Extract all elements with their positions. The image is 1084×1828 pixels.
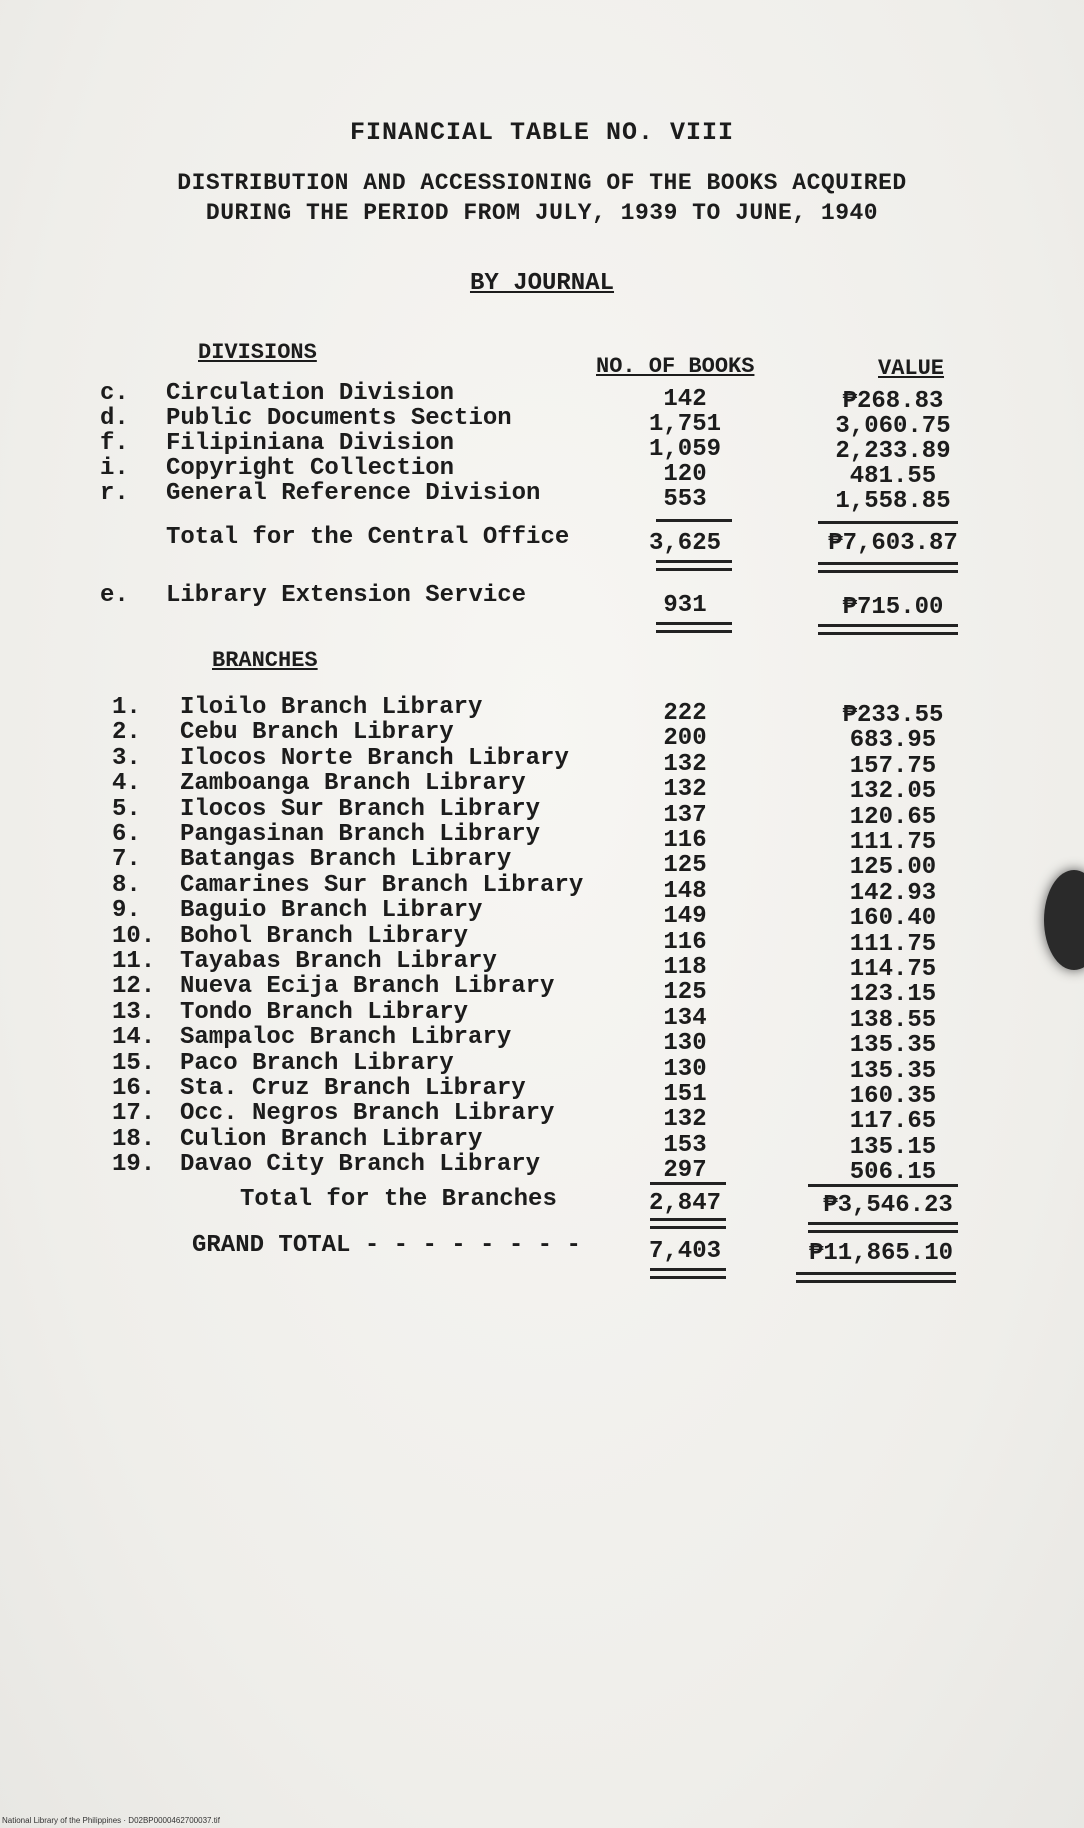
branch-books: 125 — [663, 979, 707, 1006]
division-value: 3,060.75 — [835, 413, 951, 440]
branch-books: 297 — [663, 1157, 707, 1184]
branch-books: 149 — [663, 903, 707, 930]
division-code: i. — [100, 455, 129, 482]
branch-value: 683.95 — [849, 727, 937, 754]
central-total-label: Total for the Central Office — [166, 524, 570, 551]
branch-books: 130 — [663, 1030, 707, 1057]
branch-value: 160.35 — [849, 1083, 937, 1110]
central-total-value: ₱7,603.87 — [828, 530, 958, 557]
branch-number: 4. — [112, 770, 141, 797]
branches-total-value: ₱3,546.23 — [823, 1192, 953, 1219]
branch-row — [0, 1100, 1084, 1135]
branch-row — [0, 1075, 1084, 1110]
branch-books: 116 — [663, 929, 707, 956]
branch-books: 132 — [663, 776, 707, 803]
branch-row — [0, 923, 1084, 958]
division-row — [0, 380, 1084, 415]
branch-books: 132 — [663, 751, 707, 778]
branch-books: 153 — [663, 1132, 707, 1159]
branch-name: Iloilo Branch Library — [180, 694, 483, 721]
division-code: c. — [100, 380, 129, 407]
branch-books: 116 — [663, 827, 707, 854]
branch-row — [0, 1024, 1084, 1059]
extension-name: Library Extension Service — [166, 582, 527, 609]
central-total-double-rule-value — [818, 562, 958, 573]
branch-name: Davao City Branch Library — [180, 1151, 541, 1178]
branch-value: 142.93 — [849, 880, 937, 907]
branch-number: 9. — [112, 897, 141, 924]
grand-total-books: 7,403 — [648, 1238, 721, 1265]
branch-row — [0, 821, 1084, 856]
branch-books: 134 — [663, 1005, 707, 1032]
branch-name: Zamboanga Branch Library — [180, 770, 526, 797]
branches-total-label: Total for the Branches — [240, 1186, 557, 1213]
division-books: 553 — [663, 486, 707, 513]
branch-name: Tayabas Branch Library — [180, 948, 497, 975]
branch-name: Baguio Branch Library — [180, 897, 483, 924]
division-code: d. — [100, 405, 129, 432]
division-books: 142 — [663, 386, 707, 413]
branch-row — [0, 1050, 1084, 1085]
branch-number: 5. — [112, 796, 141, 823]
branch-row — [0, 846, 1084, 881]
division-row — [0, 455, 1084, 490]
branches-total-double-rule-books — [650, 1218, 726, 1229]
branch-number: 15. — [112, 1050, 156, 1077]
archive-footer-note: National Library of the Philippines · D02BP0000462700037.tif — [2, 1816, 220, 1825]
branch-books: 200 — [663, 725, 707, 752]
division-value: 1,558.85 — [835, 488, 951, 515]
branch-number: 10. — [112, 923, 156, 950]
division-value: ₱268.83 — [842, 388, 944, 415]
branches-total-double-rule-value — [808, 1222, 958, 1233]
extension-code: e. — [100, 582, 129, 609]
branch-number: 1. — [112, 694, 141, 721]
branch-value: 111.75 — [849, 829, 937, 856]
branch-number: 3. — [112, 745, 141, 772]
branch-name: Bohol Branch Library — [180, 923, 469, 950]
branch-value: 138.55 — [849, 1007, 937, 1034]
branch-books: 222 — [663, 700, 707, 727]
division-value: 481.55 — [849, 463, 937, 490]
branches-total-books: 2,847 — [648, 1190, 721, 1217]
branch-number: 18. — [112, 1126, 156, 1153]
branch-number: 11. — [112, 948, 156, 975]
branch-number: 12. — [112, 973, 156, 1000]
branch-name: Pangasinan Branch Library — [180, 821, 541, 848]
branch-value: 123.15 — [849, 981, 937, 1008]
branch-name: Culion Branch Library — [180, 1126, 483, 1153]
branch-value: 157.75 — [849, 753, 937, 780]
branch-books: 137 — [663, 802, 707, 829]
branch-row — [0, 973, 1084, 1008]
grand-total-double-rule-books — [650, 1268, 726, 1279]
branch-value: 117.65 — [849, 1108, 937, 1135]
grand-total-value: ₱11,865.10 — [808, 1240, 954, 1267]
branch-row — [0, 745, 1084, 780]
branch-row — [0, 897, 1084, 932]
branches-subtotal-rule-value — [808, 1184, 958, 1187]
branch-row — [0, 872, 1084, 907]
central-total-books: 3,625 — [648, 530, 721, 557]
branch-number: 19. — [112, 1151, 156, 1178]
branch-number: 13. — [112, 999, 156, 1026]
branch-name: Ilocos Sur Branch Library — [180, 796, 541, 823]
branch-number: 17. — [112, 1100, 156, 1127]
branch-books: 132 — [663, 1106, 707, 1133]
branch-value: 135.15 — [849, 1134, 937, 1161]
divisions-column-header: DIVISIONS — [198, 340, 317, 365]
branch-value: 111.75 — [849, 931, 937, 958]
subtitle-line-2: DURING THE PERIOD FROM JULY, 1939 TO JUNE, 1940 — [205, 200, 879, 226]
extension-books: 931 — [663, 592, 707, 619]
branch-row — [0, 694, 1084, 729]
branch-row — [0, 796, 1084, 831]
branch-name: Camarines Sur Branch Library — [180, 872, 584, 899]
branch-name: Nueva Ecija Branch Library — [180, 973, 555, 1000]
division-row — [0, 480, 1084, 515]
branch-name: Tondo Branch Library — [180, 999, 469, 1026]
branch-books: 130 — [663, 1056, 707, 1083]
branch-books: 118 — [663, 954, 707, 981]
branch-value: 125.00 — [849, 854, 937, 881]
branch-number: 7. — [112, 846, 141, 873]
branch-value: 160.40 — [849, 905, 937, 932]
books-column-header: NO. OF BOOKS — [596, 354, 755, 379]
branch-name: Paco Branch Library — [180, 1050, 454, 1077]
branch-number: 2. — [112, 719, 141, 746]
central-total-double-rule-books — [656, 560, 732, 571]
branch-row — [0, 948, 1084, 983]
table-title: FINANCIAL TABLE NO. VIII — [349, 118, 735, 147]
branch-books: 148 — [663, 878, 707, 905]
branch-value: 114.75 — [849, 956, 937, 983]
grand-total-double-rule-value — [796, 1272, 956, 1283]
branch-row — [0, 1126, 1084, 1161]
branch-number: 14. — [112, 1024, 156, 1051]
subtitle-line-1: DISTRIBUTION AND ACCESSIONING OF THE BOOKS ACQUIRED — [177, 170, 907, 196]
division-code: r. — [100, 480, 129, 507]
branch-value: 135.35 — [849, 1032, 937, 1059]
branch-number: 8. — [112, 872, 141, 899]
division-row — [0, 405, 1084, 440]
extension-double-rule-value — [818, 624, 958, 635]
branch-value: 506.15 — [849, 1159, 937, 1186]
division-books: 1,059 — [648, 436, 721, 463]
division-value: 2,233.89 — [835, 438, 951, 465]
division-row — [0, 430, 1084, 465]
division-name: Circulation Division — [166, 380, 455, 407]
value-column-header: VALUE — [878, 356, 945, 381]
branch-name: Ilocos Norte Branch Library — [180, 745, 569, 772]
branch-name: Occ. Negros Branch Library — [180, 1100, 555, 1127]
division-books: 1,751 — [648, 411, 721, 438]
division-name: Public Documents Section — [166, 405, 512, 432]
branch-books: 125 — [663, 852, 707, 879]
division-name: Filipiniana Division — [166, 430, 455, 457]
branch-name: Cebu Branch Library — [180, 719, 454, 746]
books-subtotal-rule — [656, 519, 732, 522]
branch-row — [0, 719, 1084, 754]
branch-name: Sampaloc Branch Library — [180, 1024, 512, 1051]
branch-row — [0, 770, 1084, 805]
branch-row — [0, 1151, 1084, 1186]
grand-total-label: GRAND TOTAL - - - - - - - - — [192, 1232, 581, 1259]
branch-value: 132.05 — [849, 778, 937, 805]
branch-value: 135.35 — [849, 1058, 937, 1085]
branch-number: 16. — [112, 1075, 156, 1102]
extension-double-rule-books — [656, 622, 732, 633]
branches-subtotal-rule-books — [650, 1182, 726, 1185]
branch-value: 120.65 — [849, 804, 937, 831]
branch-row — [0, 999, 1084, 1034]
division-name: Copyright Collection — [166, 455, 455, 482]
section-heading: BY JOURNAL — [469, 270, 615, 297]
division-books: 120 — [663, 461, 707, 488]
branch-value: ₱233.55 — [842, 702, 944, 729]
extension-value: ₱715.00 — [842, 594, 944, 621]
branch-number: 6. — [112, 821, 141, 848]
branches-heading: BRANCHES — [212, 648, 318, 673]
branch-name: Batangas Branch Library — [180, 846, 512, 873]
division-code: f. — [100, 430, 129, 457]
branch-books: 151 — [663, 1081, 707, 1108]
value-subtotal-rule — [818, 521, 958, 524]
branch-name: Sta. Cruz Branch Library — [180, 1075, 526, 1102]
division-name: General Reference Division — [166, 480, 541, 507]
